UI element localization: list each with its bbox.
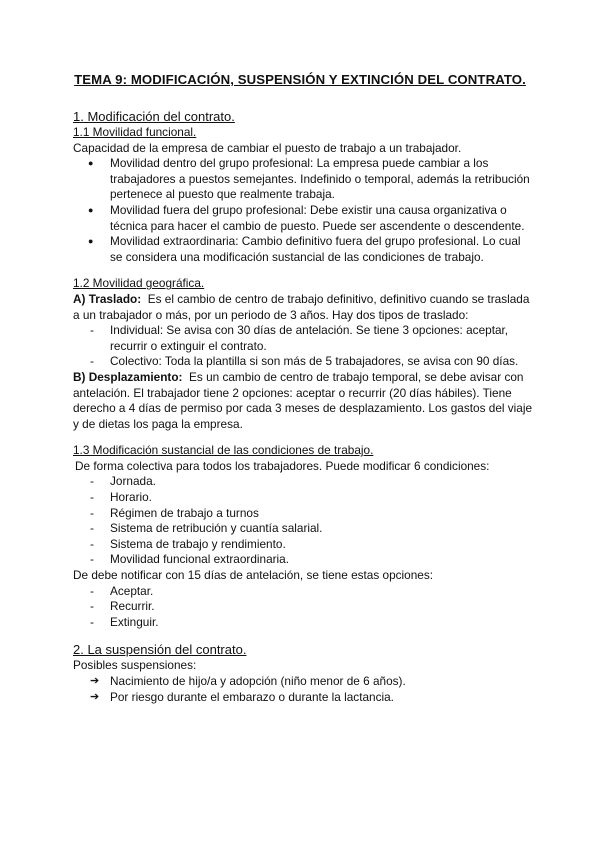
list-item: ● Movilidad extraordinaria: Cambio definitivo fuera del grupo profesional. Lo cual se considera una modificación sustancial de las condiciones de trabajo. [73, 234, 533, 265]
list-item: - Movilidad funcional extraordinaria. [73, 552, 533, 568]
notice-text: De debe notificar con 15 días de antelación, se tiene estas opciones: [73, 568, 434, 583]
section-2-intro: Posibles suspensiones: [73, 658, 197, 673]
list-item: - Recurrir. [73, 599, 533, 615]
mobility-list [73, 156, 533, 265]
section-1-heading: 1. Modificación del contrato. [73, 109, 235, 124]
list-item: - Jornada. [73, 474, 533, 490]
desplazamiento-text: Es un cambio de centro de trabajo temporal, se debe avisar con antelación. El trabajador tiene 2 opciones: aceptar o recurrir (20 días hábiles). Tiene derecho a 4 días de permiso por cada 3 meses de desplazamiento. Los gastos del viaje y de dietas los paga la empresa. [73, 369, 533, 431]
conditions-list [73, 474, 533, 568]
section-1-3-intro: De forma colectiva para todos los trabajadores. Puede modificar 6 condiciones: [75, 458, 490, 473]
page-title: TEMA 9: MODIFICACIÓN, SUSPENSIÓN Y EXTINCIÓN DEL CONTRATO. [74, 72, 526, 87]
suspension-list [73, 674, 533, 705]
section-1-3-heading: 1.3 Modificación sustancial de las condiciones de trabajo. [73, 443, 374, 458]
traslado-list [73, 323, 533, 370]
document-body [73, 108, 533, 705]
list-item: ● Movilidad dentro del grupo profesional: La empresa puede cambiar a los trabajadores a puestos semejantes. Indefinido o temporal, además la retribución pertenece al puesto que realmente trabaja. [73, 156, 533, 203]
section-2-heading: 2. La suspensión del contrato. [73, 642, 247, 658]
traslado-paragraph [73, 292, 533, 323]
list-item: - Sistema de retribución y cuantía salarial. [73, 521, 533, 537]
list-item: - Horario. [73, 490, 533, 506]
traslado-text: Es el cambio de centro de trabajo definitivo, definitivo cuando se traslada a un trabajador o más, por un periodo de 3 años. Hay dos tipos de traslado: [73, 291, 530, 322]
list-item: - Extinguir. [73, 615, 533, 631]
desplazamiento-label: B) Desplazamiento: [73, 369, 183, 384]
traslado-label: A) Traslado: [73, 291, 142, 306]
list-item: - Sistema de trabajo y rendimiento. [73, 537, 533, 553]
list-item: - Individual: Se avisa con 30 días de antelación. Se tiene 3 opciones: aceptar, recurrir o extinguir el contrato. [73, 323, 533, 354]
list-item: ● Movilidad fuera del grupo profesional: Debe existir una causa organizativa o técnica para hacer el cambio de puesto. Puede ser ascendente o descendente. [73, 203, 533, 234]
section-1-1-intro: Capacidad de la empresa de cambiar el puesto de trabajo a un trabajador. [73, 140, 462, 155]
desplazamiento-paragraph [73, 370, 533, 432]
list-item: - Aceptar. [73, 584, 533, 600]
list-item: ➔ Nacimiento de hijo/a y adopción (niño menor de 6 años). [73, 674, 533, 690]
list-item: - Colectivo: Toda la plantilla si son más de 5 trabajadores, se avisa con 90 días. [73, 354, 533, 370]
options-list [73, 584, 533, 631]
section-1-1-heading: 1.1 Movilidad funcional. [73, 125, 197, 139]
list-item: ➔ Por riesgo durante el embarazo o durante la lactancia. [73, 690, 533, 706]
list-item: - Régimen de trabajo a turnos [73, 506, 533, 522]
section-1-2-heading: 1.2 Movilidad geográfica. [73, 276, 205, 291]
